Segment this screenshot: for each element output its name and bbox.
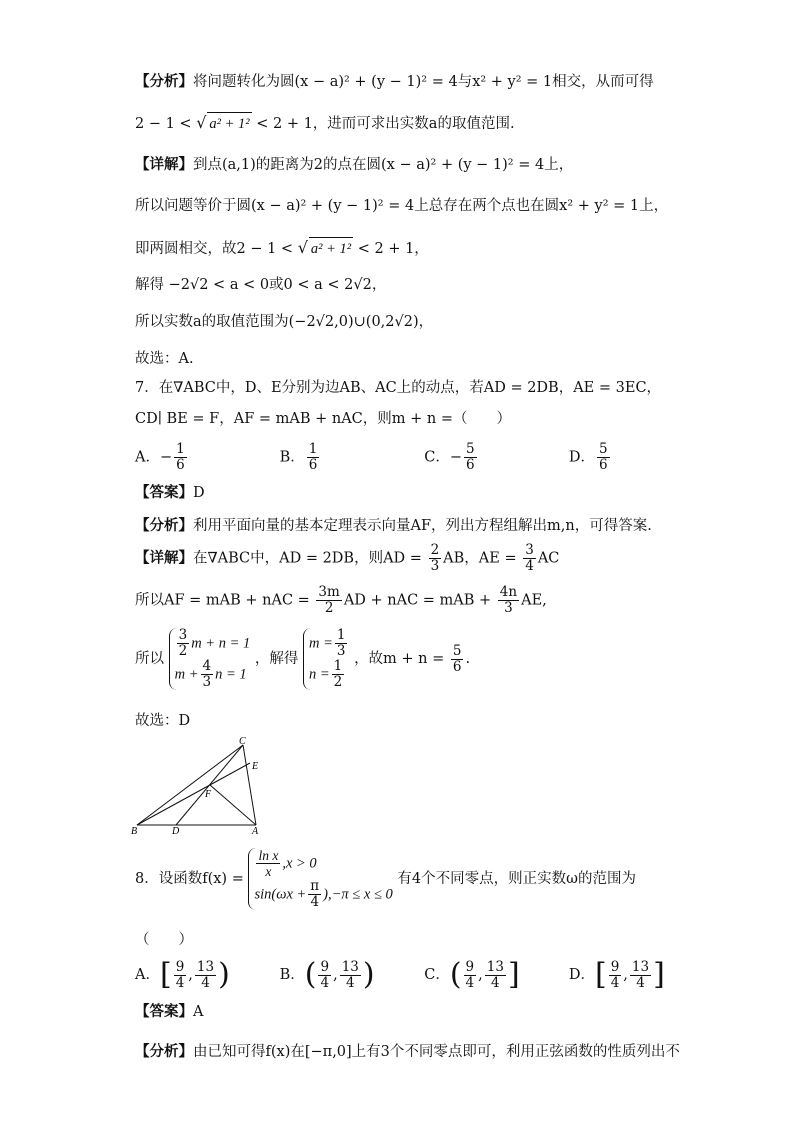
q8-stem <box>135 848 636 910</box>
text: AD + nAC = mAB + <box>343 592 492 609</box>
bracket-right: ) <box>218 957 230 992</box>
num: 5 <box>598 441 608 457</box>
text: . <box>465 651 471 667</box>
sqrt-content: a² + 1² <box>309 237 353 260</box>
fraction <box>523 543 536 574</box>
den: 3 <box>336 643 346 659</box>
q7-stem-line1: 7．在∇ABC中，D、E分别为边AB、AC上的动点，若AD = 2DB，AE = 3EC， <box>135 380 662 396</box>
den: 4 <box>175 974 185 991</box>
den: 6 <box>308 457 318 473</box>
num: 13 <box>631 958 650 975</box>
den: 6 <box>465 457 475 473</box>
text: 所以AF = mAB + nAC = <box>135 592 310 609</box>
fraction <box>256 848 280 879</box>
bracket-left: [ <box>594 957 607 992</box>
analysis-tag: 【分析】 <box>135 518 193 534</box>
answer-value: D <box>193 485 205 501</box>
num: 1 <box>336 627 346 643</box>
q7-option-a[interactable] <box>135 442 275 473</box>
den: 6 <box>598 457 608 473</box>
den: 4 <box>320 974 330 991</box>
num: π <box>310 878 320 894</box>
label-e: E <box>252 761 259 772</box>
bracket-right: ] <box>653 957 665 992</box>
text: 有4个不同零点，则正实数ω的范围为 <box>397 871 636 887</box>
den: 4 <box>525 558 534 574</box>
label-b: B <box>131 826 138 835</box>
text: < 2 + 1， <box>357 241 429 257</box>
fraction <box>174 442 187 473</box>
p1-analysis-line2 <box>135 112 515 135</box>
option-label: B． <box>279 449 305 466</box>
num: 3 <box>525 542 534 558</box>
den: 3 <box>202 674 212 690</box>
fraction <box>485 960 506 991</box>
fraction <box>195 960 216 991</box>
num: 2 <box>430 542 440 558</box>
den: 4 <box>636 974 645 991</box>
fraction <box>340 960 361 991</box>
den: 6 <box>452 658 462 675</box>
option-label: D． <box>568 449 595 466</box>
sqrt-icon: √ <box>196 113 207 132</box>
option-label: A． <box>135 449 160 466</box>
bracket-left: [ <box>159 957 172 992</box>
text: ，故m + n = <box>354 651 445 667</box>
den: 2 <box>178 643 188 659</box>
fraction <box>316 585 341 616</box>
q8-option-a[interactable]: A．[ $\frac{9}{4}$ , $\frac{13}{4}$ ) <box>135 957 230 992</box>
sys1-row2 <box>175 659 251 690</box>
q7-option-b[interactable] <box>280 442 420 473</box>
bracket-left: ( <box>304 957 317 992</box>
sqrt-content: a² + 1² <box>207 112 251 135</box>
p1-detail-line1 <box>135 154 573 176</box>
detail-tag: 【详解】 <box>135 550 193 567</box>
q7-choice: 故选：D <box>135 713 191 729</box>
den: 4 <box>491 974 500 991</box>
p1-detail-line4: 解得 −2√2 < a < 0或0 < a < 2√2， <box>135 277 387 293</box>
system-brace <box>169 628 251 690</box>
den: 4 <box>465 974 475 991</box>
segment-be <box>137 763 250 825</box>
bracket-right: ] <box>507 957 520 992</box>
den: 3 <box>504 600 513 616</box>
den: 4 <box>610 974 620 991</box>
q8-option-d[interactable]: D．[ $\frac{9}{4}$ , $\frac{13}{4}$ ] <box>568 957 665 992</box>
q7-equation-system <box>135 628 470 690</box>
den: 3 <box>430 558 440 574</box>
text: ),−π ≤ x ≤ 0 <box>323 886 393 903</box>
num: 9 <box>175 958 185 975</box>
p1-choice: 故选：A. <box>135 351 194 367</box>
fraction <box>174 960 187 991</box>
den: 2 <box>333 674 343 690</box>
fraction <box>332 659 345 690</box>
num: 1 <box>308 441 318 457</box>
option-label: B． <box>279 967 305 983</box>
sign: − <box>449 449 462 466</box>
q8-analysis <box>135 1041 680 1063</box>
text: 将问题转化为圆(x − a)² + (y − 1)² = 4与x² + y² = 1相交，从而可得 <box>193 74 654 90</box>
text: 利用平面向量的基本定理表示向量AF，列出方程组解出m,n，可得答案. <box>193 518 652 534</box>
num: 4n <box>499 584 518 600</box>
num: 9 <box>465 958 475 975</box>
sys2-row2 <box>309 659 349 690</box>
answer-tag: 【答案】 <box>135 1004 193 1020</box>
label-a: A <box>252 826 259 835</box>
text: m + <box>174 666 199 683</box>
fraction <box>597 442 610 473</box>
den: 4 <box>345 974 355 991</box>
text: 8．设函数f(x) = <box>135 871 244 887</box>
text: m = <box>308 635 333 652</box>
q7-answer <box>135 482 205 504</box>
label-f: F <box>205 789 212 800</box>
text: n = 1 <box>215 666 247 683</box>
den: x <box>265 864 272 879</box>
case1 <box>254 848 392 879</box>
q7-option-c[interactable] <box>424 442 564 473</box>
text: n = <box>308 666 330 683</box>
analysis-tag: 【分析】 <box>135 1044 193 1060</box>
fraction <box>201 659 214 690</box>
text: < 2 + 1，进而可求出实数a的取值范围. <box>256 116 515 132</box>
edge-ca <box>243 745 259 825</box>
q8-options <box>135 958 709 992</box>
num: 5 <box>452 642 462 659</box>
text: 2 − 1 < <box>135 116 192 132</box>
label-c: C <box>239 736 246 747</box>
sign: − <box>159 449 173 466</box>
num: 3 <box>178 627 188 643</box>
num: 13 <box>196 958 215 975</box>
q7-analysis <box>135 515 652 537</box>
num: 3m <box>318 584 340 600</box>
den: 6 <box>176 457 185 473</box>
q8-option-b[interactable]: B．( $\frac{9}{4}$ , $\frac{13}{4}$ ) <box>279 957 375 992</box>
num: ln x <box>258 848 279 863</box>
fraction <box>498 585 519 616</box>
text: ,x > 0 <box>282 855 317 872</box>
text: sin(ωx + <box>254 886 307 903</box>
q8-option-c[interactable]: C．( $\frac{9}{4}$ , $\frac{13}{4}$ ] <box>424 957 520 992</box>
text: AB，AE = <box>443 550 517 567</box>
edge-bc <box>137 745 243 825</box>
sqrt-icon: √ <box>297 238 308 257</box>
option-label: A． <box>135 967 160 983</box>
q7-detail-line2 <box>135 585 547 616</box>
fraction <box>630 960 651 991</box>
den: 2 <box>324 600 334 616</box>
p1-detail-line2: 所以问题等价于圆(x − a)² + (y − 1)² = 4上总存在两个点也在圆x² + y² = 1上， <box>135 198 669 214</box>
num: 1 <box>333 658 343 674</box>
case2 <box>254 879 392 910</box>
text: 即两圆相交，故2 − 1 < <box>135 241 294 257</box>
solution-brace <box>303 628 349 690</box>
detail-tag: 【详解】 <box>135 157 193 173</box>
num: 1 <box>176 441 185 457</box>
option-label: C． <box>424 449 450 466</box>
bracket-left: ( <box>449 957 462 992</box>
option-label: C． <box>424 967 450 983</box>
fraction <box>609 960 622 991</box>
fraction <box>464 960 477 991</box>
text: ，解得 <box>254 651 299 667</box>
den: 4 <box>310 894 320 910</box>
sys2-row1 <box>309 628 349 659</box>
piecewise-brace <box>248 848 392 910</box>
fraction <box>464 442 477 473</box>
label-d: D <box>172 826 180 835</box>
triangle-figure <box>130 735 270 835</box>
text: 在∇ABC中，AD = 2DB，则AD = <box>193 550 422 567</box>
fraction <box>308 879 321 910</box>
text: 由已知可得f(x)在[−π,0]上有3个不同零点即可，利用正弦函数的性质列出不 <box>193 1044 680 1060</box>
fraction <box>451 644 464 675</box>
text: 到点(a,1)的距离为2的点在圆(x − a)² + (y − 1)² = 4上， <box>193 157 574 173</box>
p1-detail-line3 <box>135 237 429 260</box>
q7-option-d[interactable] <box>569 442 709 473</box>
text: m + n = 1 <box>191 635 251 652</box>
text: 所以 <box>135 651 164 667</box>
bracket-right: ) <box>362 957 375 992</box>
num: 13 <box>486 958 504 975</box>
p1-detail-line5: 所以实数a的取值范围为(−2√2,0)∪(0,2√2)， <box>135 314 434 330</box>
fraction <box>318 960 331 991</box>
num: 9 <box>610 958 620 975</box>
fraction <box>177 628 190 659</box>
sys1-row1 <box>175 628 251 659</box>
analysis-tag: 【分析】 <box>135 74 193 90</box>
segment-af <box>210 785 256 825</box>
q8-paren: （ ） <box>135 932 193 948</box>
q8-answer <box>135 1001 203 1023</box>
q7-options <box>135 442 709 473</box>
num: 4 <box>202 658 212 674</box>
text: AE, <box>521 592 547 609</box>
den: 4 <box>201 974 210 991</box>
option-label: D． <box>568 967 595 983</box>
fraction <box>307 442 320 473</box>
num: 5 <box>465 441 475 457</box>
text: AC <box>537 550 560 567</box>
q7-stem-line2: CD∣ BE = F，AF = mAB + nAC，则m + n =（ ） <box>135 411 511 427</box>
num: 9 <box>320 958 330 975</box>
q7-detail-line1 <box>135 543 559 574</box>
answer-tag: 【答案】 <box>135 485 193 501</box>
p1-analysis-line1 <box>135 71 654 93</box>
answer-value: A <box>193 1004 204 1020</box>
num: 13 <box>341 958 359 975</box>
fraction <box>429 543 442 574</box>
fraction <box>335 628 348 659</box>
